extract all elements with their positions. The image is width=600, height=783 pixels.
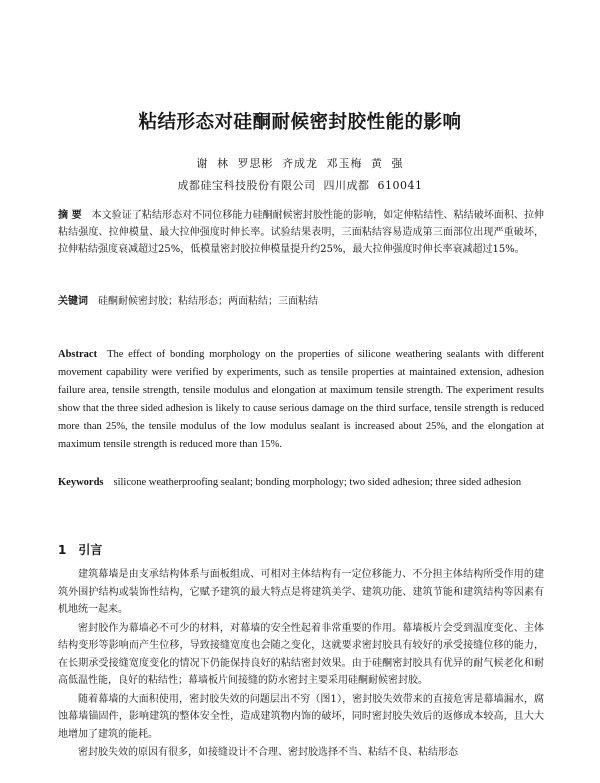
body-paragraph: 随着幕墙的大面积使用，密封胶失效的问题层出不穷（图1），密封胶失效带来的直接危害是幕墙漏水，腐蚀幕墙锚固件，影响建筑的整体安全性，造成建筑物内饰的破坏，同时密封胶失效后的返修成本较高，且大大地增加了建筑的能耗。: [58, 693, 544, 740]
abstract-cn-text: 本文验证了粘结形态对不同位移能力硅酮耐候密封胶性能的影响，如定伸粘结性、粘结破坏面积、拉伸粘结强度、拉伸模量、最大拉伸强度时伸长率。试验结果表明，三面粘结容易造成第三面部位出现严重破坏，拉伸粘结强度衰减超过25%，低模量密封胶拉伸模量提升约25%，最大拉伸强度时伸长率衰减超过15%。: [58, 210, 545, 255]
abstract-cn-label: 摘 要: [58, 210, 82, 221]
section-number: 1: [58, 543, 67, 557]
section-heading: [58, 541, 114, 558]
abstract-en-label: Abstract: [58, 349, 98, 360]
abstract-en: [58, 346, 544, 454]
body-paragraph: 密封胶作为幕墙必不可少的材料，对幕墙的安全性起着非常重要的作用。幕墙板片会受到温度变化、主体结构变形等影响而产生位移，导致接缝宽度也会随之变化，这就要求密封胶具有较好的承受接缝位移的能力，在长期承受接缝宽度变化的情况下仍能保持良好的粘结密封效果。由于硅酮密封胶具有优异的耐气候老化和耐高低温性能，良好的粘结性；幕墙板片间接缝的防水密封主要采用硅酮耐候密封胶。: [58, 622, 544, 686]
body-paragraph: 密封胶失效的原因有很多，如接缝设计不合理、密封胶选择不当、粘结不良、粘结形态: [78, 747, 458, 758]
keywords-cn-label: 关键词: [58, 296, 88, 307]
keywords-cn-text: 硅酮耐候密封胶；粘结形态；两面粘结；三面粘结: [98, 296, 318, 307]
keywords-cn: [58, 293, 544, 310]
abstract-cn: [58, 207, 544, 258]
body-paragraph: 建筑幕墙是由支承结构体系与面板组成、可相对主体结构有一定位移能力、不分担主体结构所受作用的建筑外围护结构或装饰性结构，它赋予建筑的最大特点是将建筑美学、建筑功能、建筑节能和建筑结构等因素有机地统一起来。: [58, 569, 544, 615]
keywords-en-text: silicone weatherproofing sealant; bonding morphology; two sided adhesion; three sided adhesion: [113, 477, 522, 488]
abstract-en-text: The effect of bonding morphology on the properties of silicone weathering sealants with different movement capability were verified by experiments, such as tensile properties at maintained extension, adhesion failure area, tensile strength, tensile modulus and elongation at maximum tensile strength. The experiment results show that the three sided adhesion is likely to cause serious damage on the third surface, tensile strength is reduced more than 25%, the tensile modulus of the low modulus sealant is increased about 25%, and the elongation at maximum tensile strength is reduced more than 15%.: [58, 349, 544, 450]
author-list: 谢 林 罗思彬 齐成龙 邓玉梅 黄 强: [196, 157, 404, 170]
affiliation: 成都硅宝科技股份有限公司 四川成都 610041: [177, 179, 423, 192]
keywords-en: [58, 474, 544, 492]
paper-title: 粘结形态对硅酮耐候密封胶性能的影响: [138, 112, 462, 133]
section-body: [58, 566, 544, 763]
section-title: 引言: [78, 543, 103, 557]
keywords-en-label: Keywords: [58, 477, 104, 488]
